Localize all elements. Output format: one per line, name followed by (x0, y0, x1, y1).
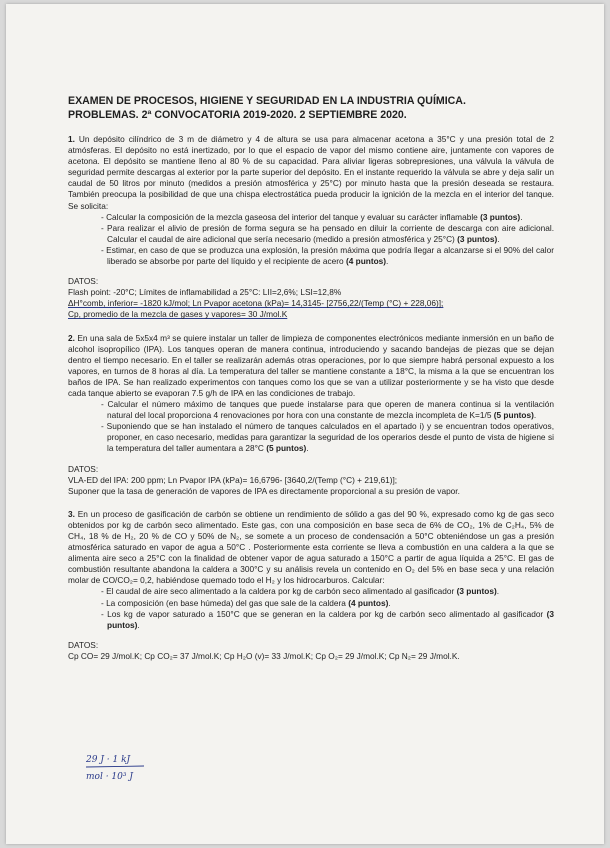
exam-content (68, 94, 554, 662)
problem-2-datos-2: Suponer que la tasa de generación de vapores de IPA es directamente proporcional a su presión de vapor. (68, 485, 460, 496)
problem-3-task-1: - El caudal de aire seco alimentado a la caldera por kg de carbón seco alimentado al gasificador (3 puntos). (101, 586, 500, 597)
problem-1-task-2: - Para realizar el alivio de presión de forma segura se ha pensado en diluir la corriente de descarga con aire adicional. Calcular el caudal de aire adicional que sería necesario (medido a presión atmosférica y 25°C) (3 puntos). (101, 222, 554, 244)
problem-2-number: 2. (68, 332, 75, 343)
problem-3-tasks (68, 586, 554, 630)
problem-2-task-2: - Suponiendo que se han instalado el número de tanques calculados en el apartado i) y se encuentran todos operativos, proponer, en caso necesario, medidas para garantizar la seguridad de los operarios desde el punto de vista de higiene si la temperatura del taller aumentara a 28°C (5 puntos). (101, 421, 554, 454)
problem-2-statement (68, 333, 554, 400)
problem-3-statement (68, 509, 554, 587)
problem-3-text: En un proceso de gasificación de carbón se obtiene un rendimiento de sólido a gas del 90 %, expresado como kg de gas seco obtenidos por kg de carbón seco alimentado. Este gas, con una composición en base seca de 6% de CO₂, 1% de C₂H₄, 5% de CH₄, 18 % de H₂, 20 % de CO y 50% de N₂, se somete a un proceso de condensación a 50°C obteniéndose un gas a presión atmosférica saturado en vapor de agua a 50°C . Posteriormente esta corriente se lleva a combustión en una caldera a la que se alimenta aire seco a 25°C con la finalidad de obtener vapor de agua saturado a 150°C a partir de agua líquida a 25°C. El gas de combustión resultante abandona la caldera a 300°C y su análisis revela un contenido en O₂ del 5% en base seca y una relación molar de CO/CO₂= 0,2, habiéndose quemado todo el H₂ y los hidrocarburos. Calcular: (68, 508, 554, 586)
problem-3-task-3: - Los kg de vapor saturado a 150°C que se generan en la caldera por kg de carbón seco alimentado al gasificador (3 puntos). (101, 608, 554, 630)
problem-2-tasks (68, 399, 554, 454)
handwritten-note-line1: 29 J · 1 kJ (86, 755, 131, 765)
problem-1-text: Un depósito cilíndrico de 3 m de diámetro y 4 de altura se usa para almacenar acetona a 35°C y una presión total de 2 atmósferas. El depósito no está inertizado, por lo que el espacio de vapor del mismo contiene aire, juntamente con vapores de acetona. El depósito se mantiene lleno al 80 % de su capacidad. Para aliviar ligeras sobrepresiones, una válvula la válvula de seguridad permite descargas al exterior por la parte superior del depósito. En el instante requerido la válvula se abre y deja salir un caudal de 50 litros por minuto (medidos a presión atmosférica y 25°C) por minuto hasta que la presión deseada se restaura. También preocupa la posibilidad de que una chispa electrostática pueda producir la ignición de la mezcla en el interior del tanque. Se solicita: (68, 134, 555, 211)
problem-1-tasks (68, 212, 554, 267)
problem-2-text: En una sala de 5x5x4 m³ se quiere instalar un taller de limpieza de componentes electrónicos mediante inmersión en un baño de alcohol isopropílico (IPA). Los tanques operan de manera continua, introduciendo y sacando bandejas de piezas que se dejan dentro el tiempo necesario. En el taller se realizarán además otras operaciones, por lo que siempre habrá personal expuesto a los vapores, en turnos de 8 horas al día. La temperatura del taller se mantiene constante a 18°C, la misma a la que se encuentran los baños de IPA. Se han realizado experimentos con tanques como los que se van a utilizar posteriormente y se ha visto que desde cada tanque abierto se evaporan 7.5 g/h de IPA en las condiciones de trabajo. (68, 332, 554, 398)
problem-2-datos-1: VLA-ED del IPA: 200 ppm; Ln Pvapor IPA (kPa)= 16,6796- [3640,2/(Temp (°C) + 219,61)]; (68, 474, 398, 485)
problem-2-task-1: - Calcular el número máximo de tanques que puede instalarse para que operen de manera continua si la ventilación natural del local proporciona 4 renovaciones por hora con una constante de mezcla incompleta de K=1/5 (5 puntos). (101, 399, 554, 421)
handwritten-note-line2: mol · 10³ J (86, 772, 133, 782)
problem-1-statement (68, 134, 554, 212)
document-page (6, 4, 604, 844)
problem-1-datos-3: Cp, promedio de la mezcla de gases y vapores= 30 J/mol.K (68, 309, 288, 320)
problem-1-task-3: - Estimar, en caso de que se produzca una explosión, la presión máxima que podría llegar a alcanzarse si el 90% del calor liberado se absorbe por parte del líquido y el recipiente de acero (4 puntos). (101, 244, 554, 267)
problem-3-task-2: - La composición (en base húmeda) del gas que sale de la caldera (4 puntos). (101, 597, 391, 608)
problem-1-datos-2: ΔH°comb, inferior= -1820 kJ/mol; Ln Pvapor acetona (kPa)= 14,3145- [2756,22/(Temp (°C) + 228,06)]; (68, 298, 444, 309)
problem-1-datos-1: Flash point: -20°C; Límites de inflamabilidad a 25°C: LII=2,6%; LSI=12,8% (68, 287, 342, 298)
problem-3-number: 3. (68, 508, 75, 519)
problem-1-number: 1. (68, 134, 75, 144)
exam-title-line2: PROBLEMAS. 2ª CONVOCATORIA 2019-2020. 2 SEPTIEMBRE 2020. (68, 109, 407, 121)
handwritten-fraction-line (86, 766, 144, 767)
problem-1-datos-label: DATOS: (68, 276, 99, 287)
problem-2-datos-label: DATOS: (68, 463, 99, 474)
handwritten-note (84, 748, 154, 788)
exam-title-line1: EXAMEN DE PROCESOS, HIGIENE Y SEGURIDAD EN LA INDUSTRIA QUÍMICA. (68, 95, 466, 107)
problem-1-task-1: - Calcular la composición de la mezcla gaseosa del interior del tanque y evaluar su carácter inflamable (3 puntos). (101, 211, 523, 222)
problem-3-datos-label: DATOS: (68, 639, 99, 650)
problem-3-datos-1: Cp CO= 29 J/mol.K; Cp CO₂= 37 J/mol.K; Cp H₂O (v)= 33 J/mol.K; Cp O₂= 29 J/mol.K; Cp N₂= 29 J/mol.K. (68, 650, 460, 661)
